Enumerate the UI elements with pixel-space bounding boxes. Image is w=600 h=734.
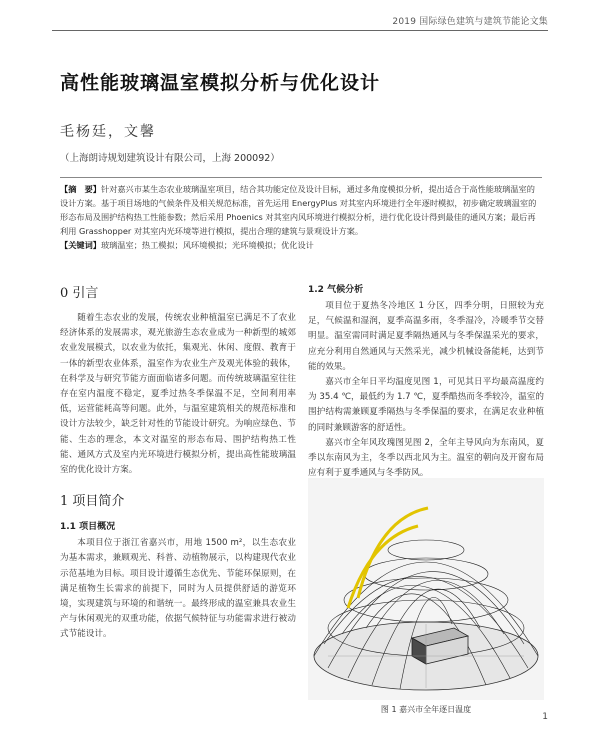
right-column — [308, 282, 544, 481]
keywords-text: 玻璃温室；热工模拟；风环境模拟；光环境模拟；优化设计 — [100, 240, 314, 250]
sun-path-diagram — [308, 478, 544, 700]
subsection-heading-climate: 1.2 气候分析 — [308, 285, 364, 295]
left-column — [60, 282, 296, 643]
paper-title: 高性能玻璃温室模拟分析与优化设计 — [60, 72, 381, 94]
climate-paragraph-2: 嘉兴市全年日平均温度见图 1，可见其日平均最高温度约为 35.4 ℃，最低约为 1.7 ℃，夏季酷热而冬季较冷，温室的围护结构需兼顾夏季隔热与冬季保温的要求，在满足农业种植的同时兼顾游客的舒适性。 — [308, 377, 544, 433]
abstract-label: 【摘 要】 — [60, 184, 101, 194]
intro-paragraph: 随着生态农业的发展，传统农业种植温室已满足不了农业经济体系的发展需求，观光旅游生态农业成为一种新型的城郊农业发展模式，以农业为依托，集观光、休闲、度假、教育于一体的新型农业体系，温室作为农业生产及观光体验的载体，在科学及与研究节能方面面临诸多问题。而传统玻璃温室往往存在室内温度不稳定，夏季过热冬季保温不足，空间利用率低，运营能耗高等问题。此外，与温室建筑相关的规范标准和设计方法较少，缺乏针对性的节能设计研究。为响应绿色、节能、生态的理念，本文对温室的形态布局、围护结构热工性能、通风方式及室内光环境进行模拟分析，提出高性能玻璃温室的优化设计方案。 — [60, 313, 296, 476]
authors: 毛杨廷，文馨 — [60, 124, 156, 140]
overview-paragraph: 本项目位于浙江省嘉兴市，用地 1500 m²，以生态农业为基本需求，兼顾观光、科普、动植物展示，以构建现代农业示范基地为目标。项目设计遵循生态优先、节能环保原则，在满足植物生长需求的前提下，同时为人员提供舒适的游览环境，实现建筑与环境的和谐统一。最终形成的温室兼具农业生产与休闲观光的双重功能，依据气候特征与功能需求进行被动式节能设计。 — [60, 538, 296, 640]
figure-sun-path-dome — [308, 478, 544, 700]
climate-paragraph-1: 项目位于夏热冬冷地区 1 分区，四季分明，日照较为充足，气候温和湿润，夏季高温多雨，冬季湿冷，冷暖季节交替明显。温室需同时满足夏季隔热通风与冬季保温采光的要求，应充分利用自然通风与天然采光，减少机械设备能耗，达到节能的效果。 — [308, 301, 544, 372]
page-number: 1 — [542, 712, 548, 722]
keywords-label: 【关键词】 — [60, 240, 101, 250]
intro-heading: 0 引言 — [60, 286, 99, 301]
header-rule — [52, 30, 548, 31]
section-heading-project: 1 项目简介 — [60, 494, 125, 510]
running-header: 2019 国际绿色建筑与建筑节能论文集 — [392, 17, 548, 27]
affiliation: （上海朗诗规划建筑设计有限公司，上海 200092） — [60, 153, 280, 164]
climate-paragraph-3: 嘉兴市全年风玫瑰图见图 2，全年主导风向为东南风，夏季以东南风为主，冬季以西北风为主。温室的朝向及开窗布局应有利于夏季通风与冬季防风。 — [308, 437, 544, 479]
subsection-heading-overview: 1.1 项目概况 — [60, 522, 116, 533]
figure-caption: 图 1 嘉兴市全年逐日温度 — [380, 705, 472, 714]
abstract-text: 针对嘉兴市某生态农业玻璃温室项目，结合其功能定位及设计目标，通过多角度模拟分析，提出适合于高性能玻璃温室的设计方案。基于项目场地的气候条件及相关规范标准，首先运用 EnergyPlus 对其室内环境进行全年逐时模拟，初步确定玻璃温室的形态布局及围护结构热工性能参数；然后采用 Phoenics 对其室内风环境进行模拟分析，进行优化设计得到最佳的通风方案；最后再利用 Grasshopper 对其室内光环境等进行模拟，提出合理的建筑与景观设计方案。 — [60, 184, 537, 236]
abstract-block — [60, 177, 542, 252]
